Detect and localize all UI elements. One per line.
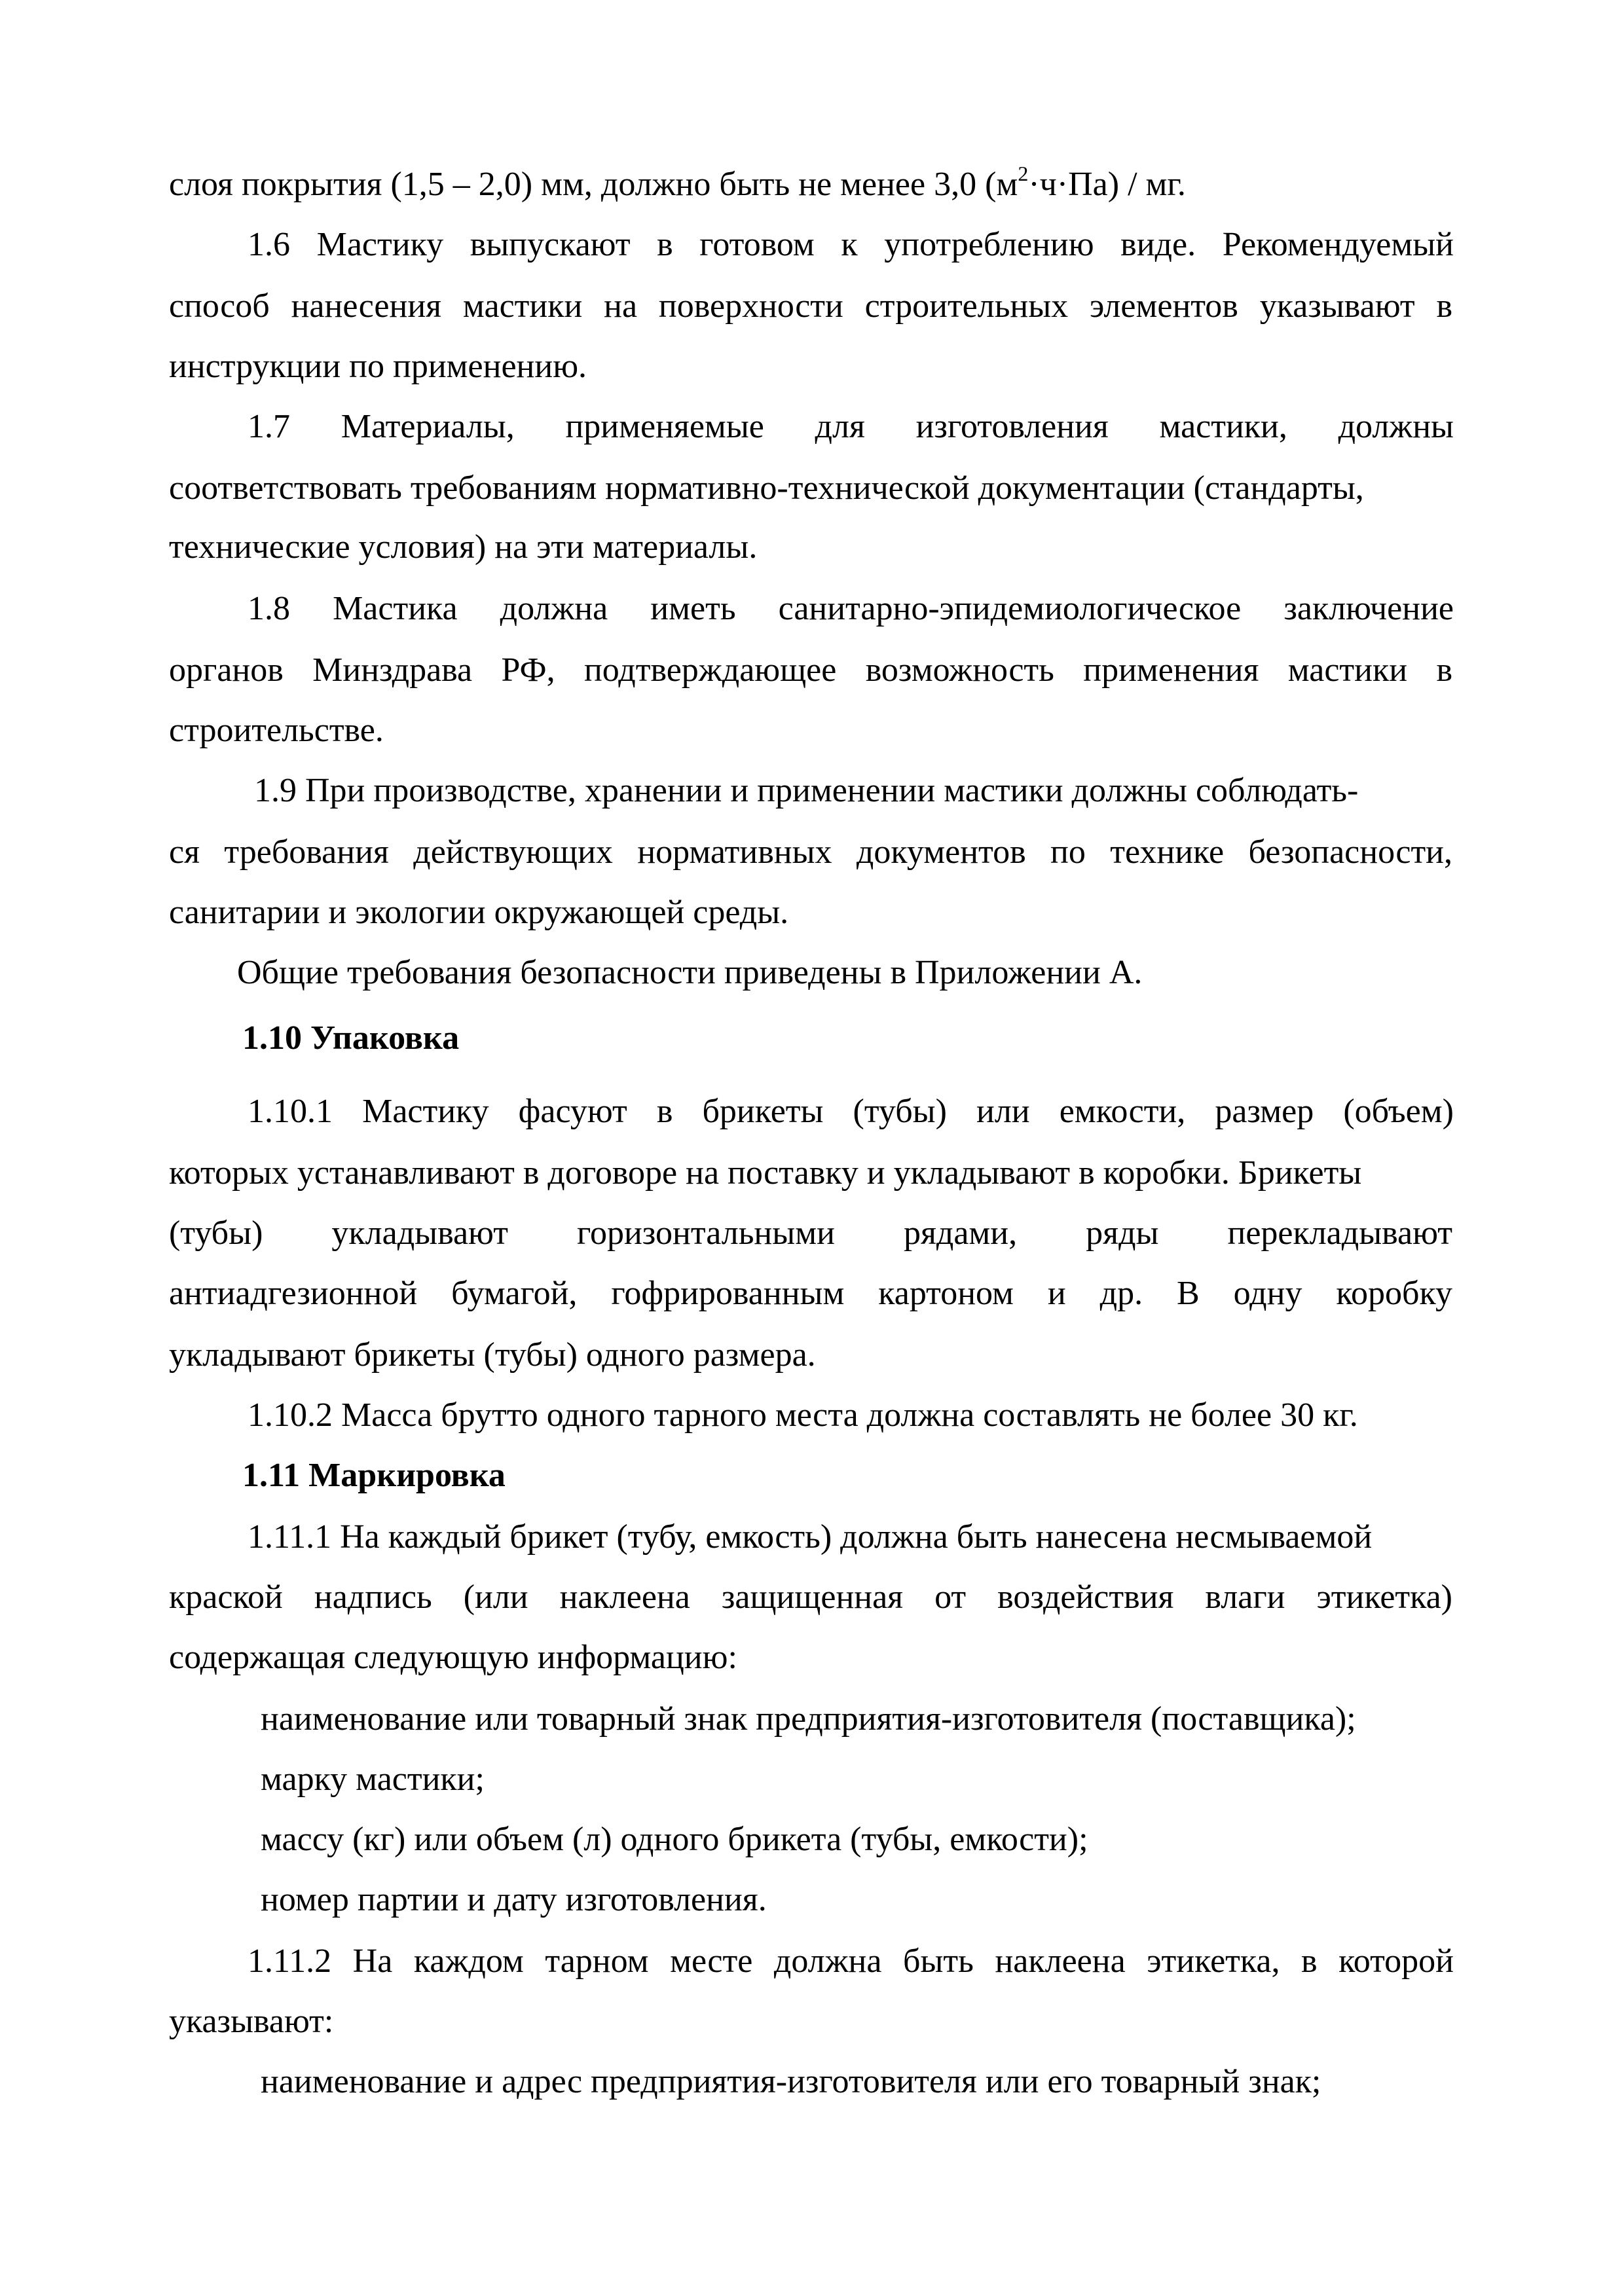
superscript: 2 (1018, 161, 1029, 185)
paragraph-1-9-line-1: 1.9 При производстве, хранении и применении мастики должны соблюдать- (254, 772, 1359, 809)
safety-note: Общие требования безопасности приведены в Приложении А. (237, 954, 1143, 991)
paragraph-1-7-line-2: соответствовать требованиям нормативно-технической документации (стандарты, (169, 469, 1364, 507)
list-item-brand: марку мастики; (261, 1760, 485, 1798)
list-item-batch: номер партии и дату изготовления. (261, 1881, 767, 1918)
paragraph-1-11-1-line-2: краской надпись (или наклеена защищенная от воздействия влаги этикетка) (169, 1578, 1452, 1616)
paragraph-1-11-1-line-3: содержащая следующую информацию: (169, 1639, 737, 1676)
paragraph-1-8-line-3: строительстве. (169, 712, 384, 749)
paragraph-1-9-line-3: санитарии и экологии окружающей среды. (169, 894, 789, 931)
paragraph-1-7-line-3: технические условия) на эти материалы. (169, 528, 758, 566)
paragraph-1-7-line-1: 1.7 Материалы, применяемые для изготовления мастики, должны (248, 408, 1454, 445)
paragraph-1-6-line-2: способ нанесения мастики на поверхности строительных элементов указывают в (169, 287, 1452, 325)
paragraph-1-10-1-line-2: которых устанавливают в договоре на поставку и укладывают в коробки. Брикеты (169, 1154, 1362, 1192)
paragraph-1-10-2: 1.10.2 Масса брутто одного тарного места должна составлять не более 30 кг. (248, 1396, 1358, 1434)
paragraph-1-6-line-3: инструкции по применению. (169, 348, 587, 385)
paragraph-1-11-2-line-1: 1.11.2 На каждом тарном месте должна быть наклеена этикетка, в которой (248, 1942, 1454, 1980)
heading-marking: 1.11 Маркировка (242, 1457, 506, 1494)
paragraph-1-9-line-2: ся требования действующих нормативных документов по технике безопасности, (169, 833, 1452, 871)
list-item-address: наименование и адрес предприятия-изготовителя или его товарный знак; (261, 2063, 1321, 2100)
list-item-mass: массу (кг) или объем (л) одного брикета (тубы, емкости); (261, 1821, 1088, 1858)
paragraph-1-10-1-line-3: (тубы) укладывают горизонтальными рядами, ряды перекладывают (169, 1214, 1452, 1252)
text-line-1: слоя покрытия (1,5 – 2,0) мм, должно быть не менее 3,0 $(м^2\cdot ч\cdot Па)$ / мг. (169, 161, 1186, 203)
paragraph-1-10-1-line-5: укладывают брикеты (тубы) одного размера. (169, 1336, 816, 1374)
paragraph-1-11-1-line-1: 1.11.1 На каждый брикет (тубу, емкость) должна быть нанесена несмываемой (248, 1518, 1373, 1556)
paragraph-1-8-line-1: 1.8 Мастика должна иметь санитарно-эпидемиологическое заключение (248, 590, 1454, 627)
paragraph-1-11-2-line-2: указывают: (169, 2003, 334, 2040)
paragraph-1-6-line-1: 1.6 Мастику выпускают в готовом к употреблению виде. Рекомендуемый (248, 226, 1454, 263)
heading-packaging: 1.10 Упаковка (242, 1019, 460, 1057)
paragraph-1-10-1-line-1: 1.10.1 Мастику фасуют в брикеты (тубы) или емкости, размер (объем) (248, 1093, 1454, 1130)
list-item-manufacturer: наименование или товарный знак предприятия-изготовителя (поставщика); (261, 1700, 1356, 1738)
paragraph-1-8-line-2: органов Минздрава РФ, подтверждающее возможность применения мастики в (169, 651, 1452, 689)
paragraph-1-10-1-line-4: антиадгезионной бумагой, гофрированным картоном и др. В одну коробку (169, 1275, 1452, 1312)
